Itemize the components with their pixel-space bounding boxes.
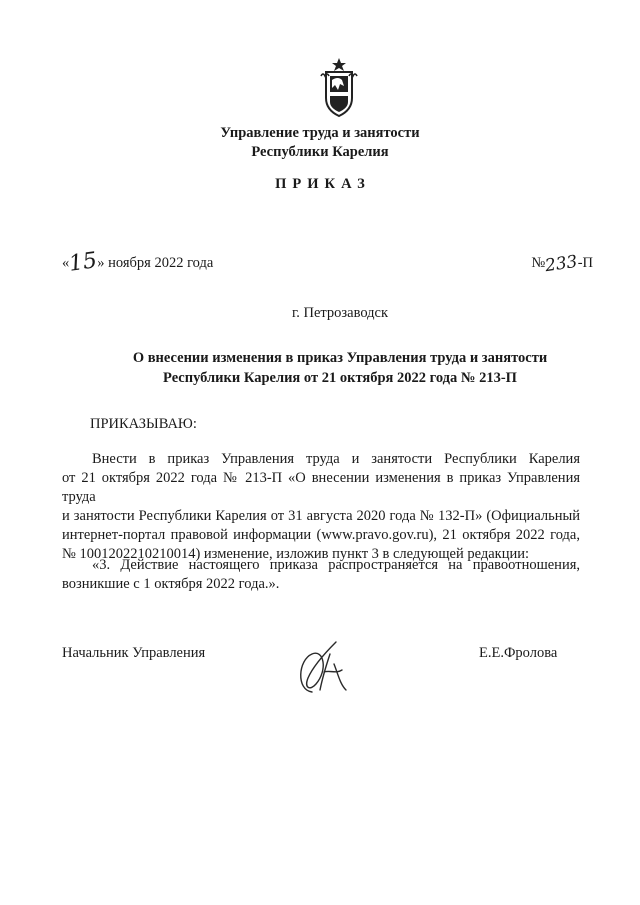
signatory-name: Е.Е.Фролова [479,645,558,661]
karelia-coat-of-arms-icon [318,58,360,118]
body-p2-line: возникшие с 1 октября 2022 года.». [62,576,280,592]
date-open-quote: « [62,255,70,271]
number-prefix: № [531,255,546,271]
date-day-handwritten: 15 [67,248,99,277]
document-subject [0,348,640,388]
organization-name [0,124,640,162]
document-type: ПРИКАЗ [275,176,371,192]
order-word: ПРИКАЗЫВАЮ: [90,416,197,432]
subject-line-1: О внесении изменения в приказ Управления труда и занятости [132,350,548,366]
city: г. Петрозаводск [291,305,389,321]
signatory-title: Начальник Управления [62,645,206,661]
date-close-quote: » [97,255,105,271]
document-date [62,250,213,275]
body-paragraph-2 [62,556,580,594]
body-p1-line: № 1001202210210014) изменение, изложив пункт 3 в следующей редакции: [62,546,530,562]
organization-line-2: Республики Карелия [251,144,389,160]
document-number [531,251,593,277]
organization-line-1: Управление труда и занятости [220,125,420,141]
date-month-year: ноября 2022 года [108,255,214,271]
body-p2-line: «3. Действие настоящего приказа распространяется на правоотношения, [92,557,580,573]
body-p1-line: от 21 октября 2022 года № 213-П «О внесении изменения в приказ Управления труда [62,470,580,505]
body-paragraph-1 [62,450,580,564]
number-handwritten: 233 [544,251,579,277]
subject-line-2: Республики Карелия от 21 октября 2022 года № 213-П [163,370,517,386]
body-p1-line: интернет-портал правовой информации (www.pravo.gov.ru), 21 октября 2022 года, [62,527,580,543]
number-suffix: -П [577,255,593,271]
body-p1-line: Внести в приказ Управления труда и занятости Республики Карелия [92,451,580,467]
body-p1-line: и занятости Республики Карелия от 31 августа 2020 года № 132-П» (Официальный [62,508,580,524]
handwritten-signature-icon [290,640,350,700]
